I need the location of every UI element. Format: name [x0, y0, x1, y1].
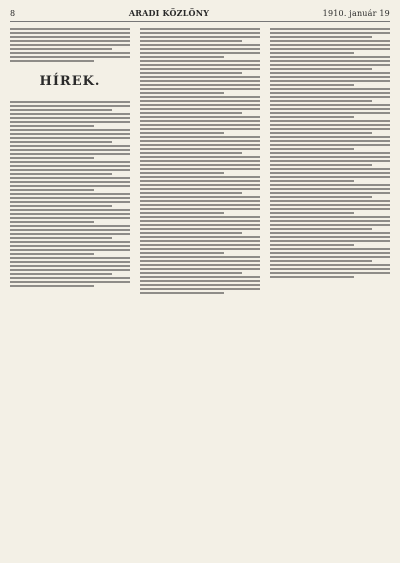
column-1 — [10, 28, 130, 294]
column-1-top-text — [10, 28, 130, 62]
page-header — [10, 8, 390, 22]
column-2-text — [140, 28, 260, 294]
hirek-heading: HÍREK. — [39, 74, 101, 89]
column-2 — [140, 28, 260, 294]
issue-date: 1910. január 19 — [322, 9, 390, 18]
column-3 — [270, 28, 390, 294]
column-3-text — [270, 28, 390, 278]
newspaper-title: ARADI KÖZLÖNY — [128, 8, 210, 18]
page-number: 8 — [10, 9, 16, 18]
text-columns — [10, 28, 390, 294]
hirek-text-block — [10, 101, 130, 287]
